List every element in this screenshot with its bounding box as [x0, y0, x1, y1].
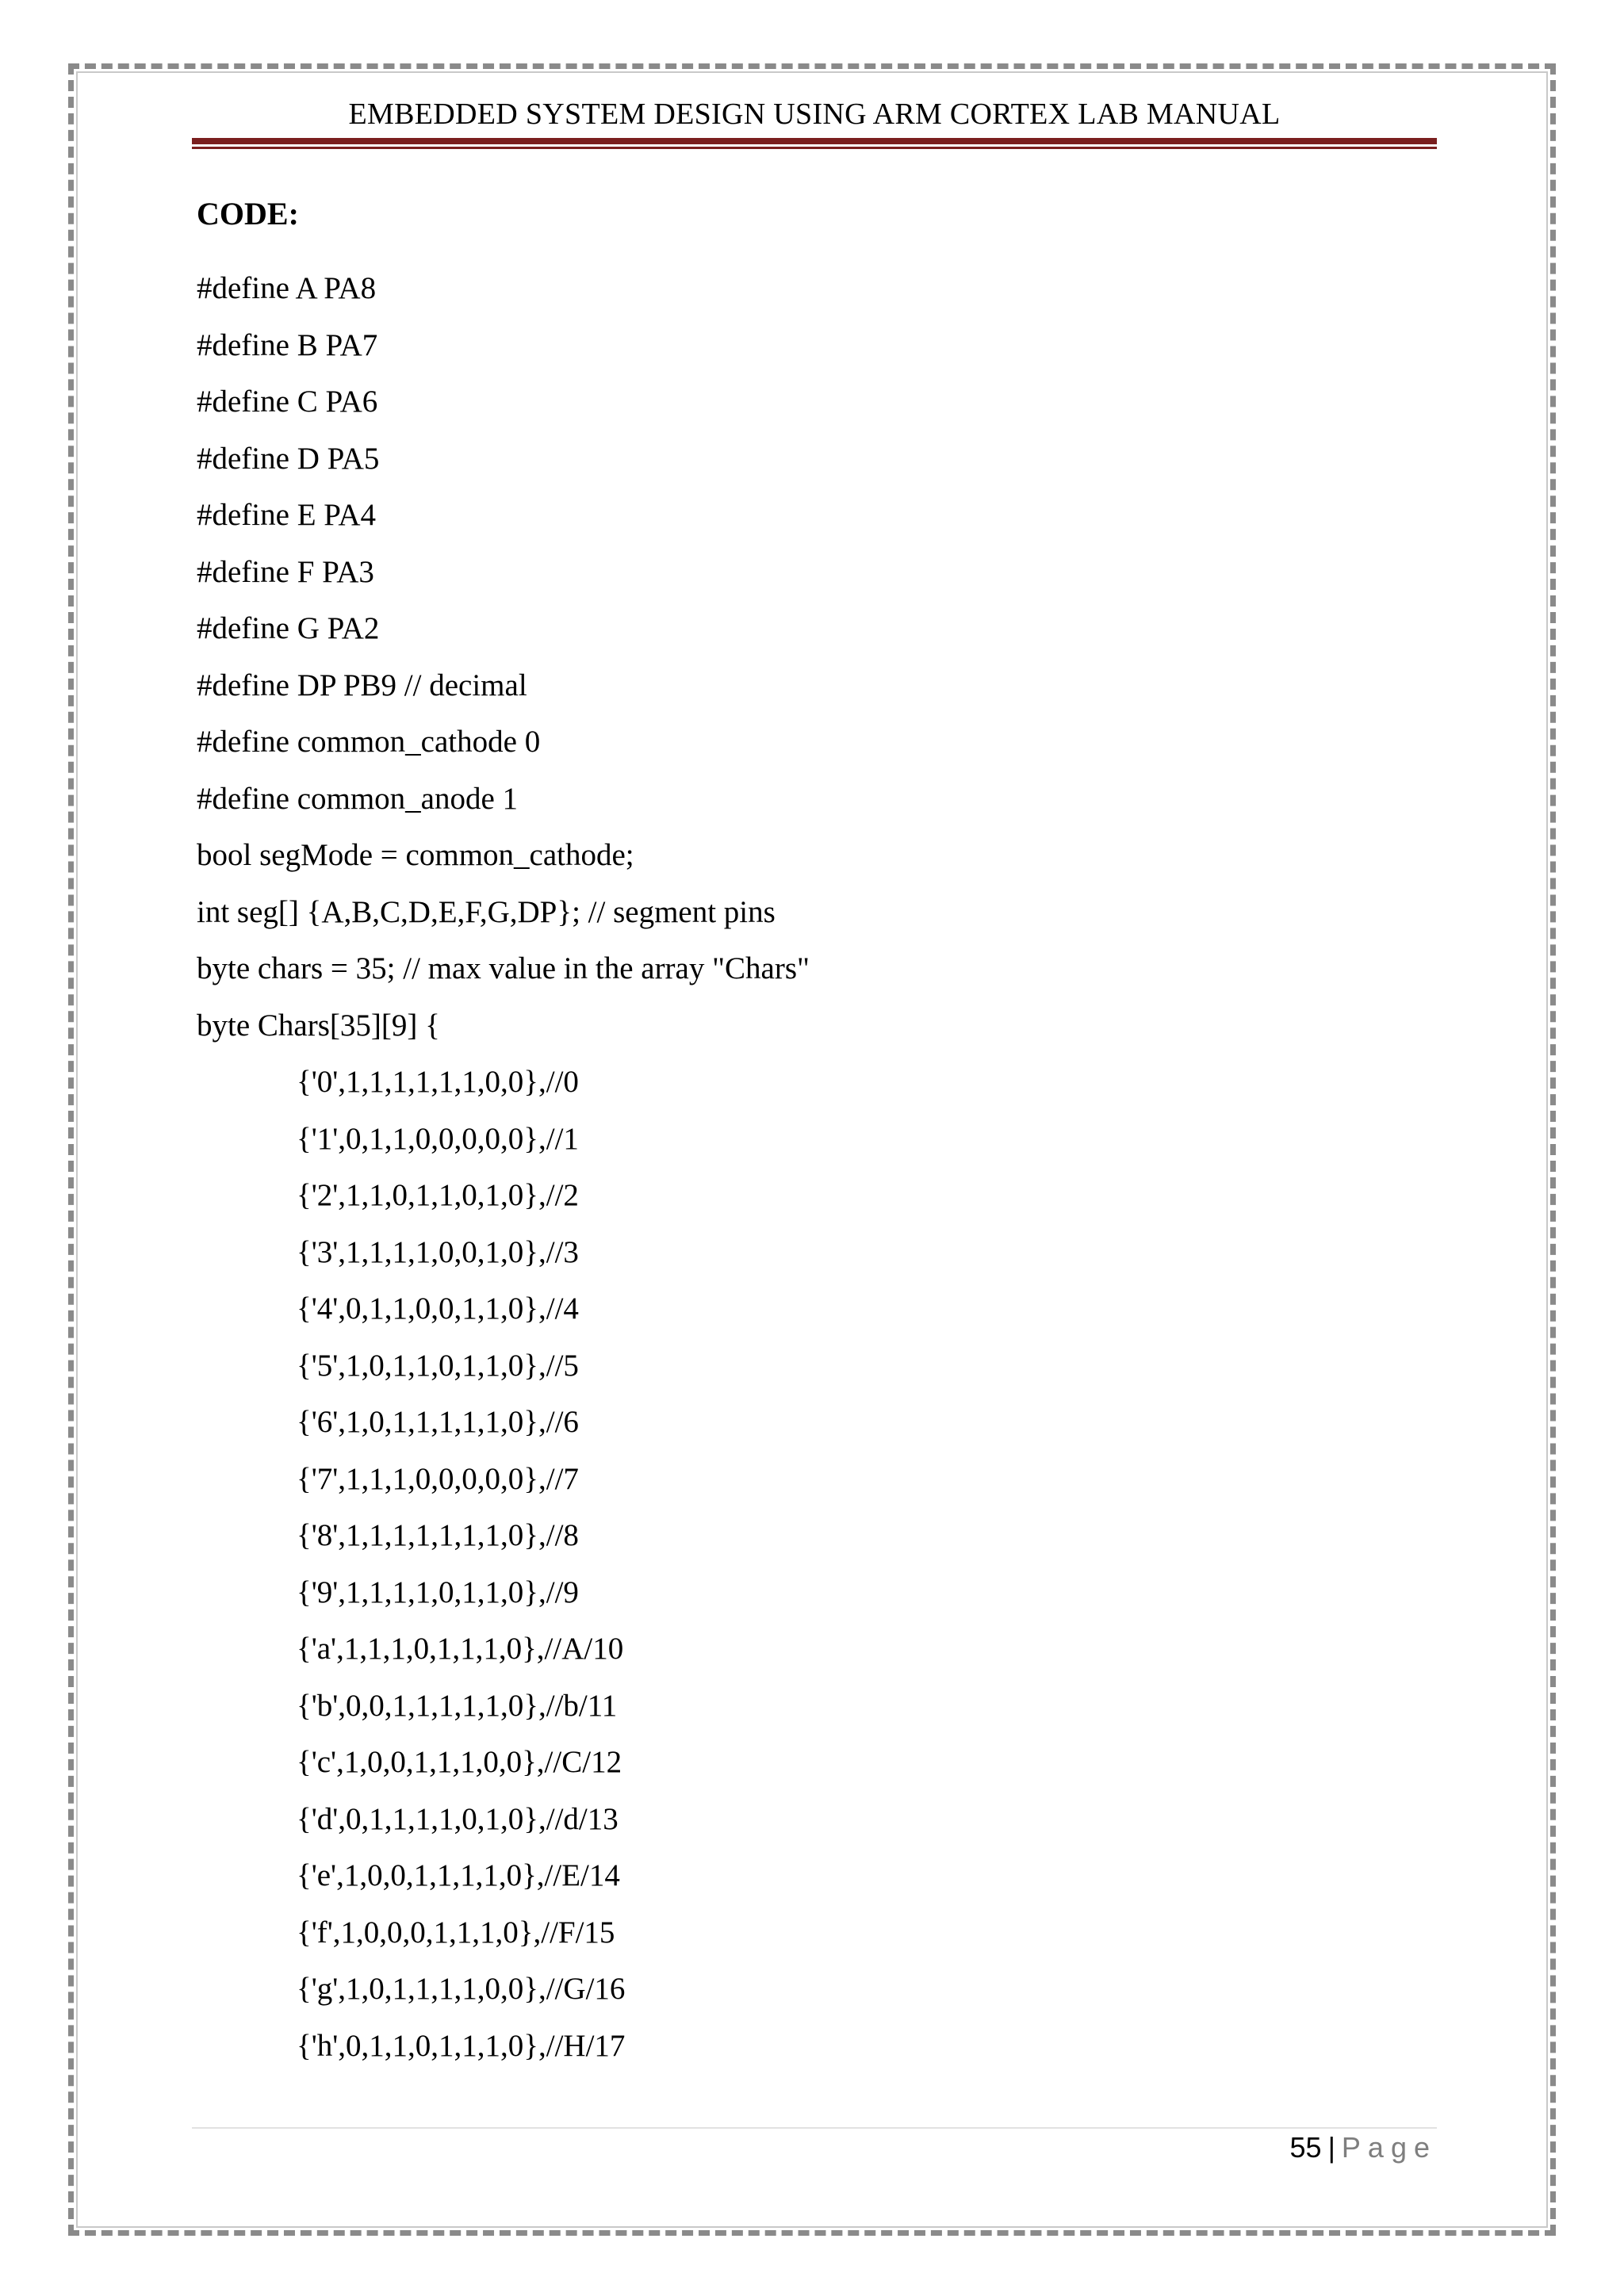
- page-label: Page: [1341, 2131, 1437, 2164]
- code-line: byte Chars[35][9] {: [197, 1008, 440, 1043]
- code-line: {'2',1,1,0,1,1,0,1,0},//2: [297, 1178, 579, 1212]
- code-line: #define common_anode 1: [197, 781, 519, 816]
- page-footer: [1290, 2131, 1437, 2164]
- footer-separator: |: [1327, 2131, 1335, 2164]
- code-line: #define F PA3: [197, 554, 374, 589]
- header-rule: [192, 138, 1437, 144]
- code-line: {'9',1,1,1,1,0,1,1,0},//9: [297, 1575, 579, 1609]
- code-line: {'f',1,0,0,0,1,1,1,0},//F/15: [297, 1915, 615, 1950]
- code-line: #define B PA7: [197, 327, 378, 362]
- code-line: {'d',0,1,1,1,1,0,1,0},//d/13: [297, 1801, 619, 1836]
- header-rule-secondary: [192, 147, 1437, 149]
- code-line: #define G PA2: [197, 611, 380, 645]
- code-line: #define C PA6: [197, 385, 378, 419]
- code-line: {'0',1,1,1,1,1,1,0,0},//0: [297, 1065, 579, 1099]
- code-line: {'4',0,1,1,0,0,1,1,0},//4: [297, 1292, 579, 1326]
- code-line: {'5',1,0,1,1,0,1,1,0},//5: [297, 1348, 579, 1383]
- code-line: {'3',1,1,1,1,0,0,1,0},//3: [297, 1234, 579, 1269]
- code-line: #define D PA5: [197, 441, 380, 476]
- page-number: 55: [1289, 2131, 1322, 2164]
- section-title: CODE:: [197, 196, 299, 232]
- code-line: {'c',1,0,0,1,1,1,0,0},//C/12: [297, 1745, 622, 1779]
- code-line: {'b',0,0,1,1,1,1,1,0},//b/11: [297, 1688, 618, 1723]
- code-line: {'7',1,1,1,0,0,0,0,0},//7: [297, 1461, 579, 1496]
- code-line: {'1',0,1,1,0,0,0,0,0},//1: [297, 1121, 579, 1156]
- running-header: EMBEDDED SYSTEM DESIGN USING ARM CORTEX LAB MANUAL: [348, 98, 1281, 131]
- code-line: {'a',1,1,1,0,1,1,1,0},//A/10: [297, 1632, 624, 1666]
- code-block: [197, 265, 1434, 2079]
- code-line: {'8',1,1,1,1,1,1,1,0},//8: [297, 1518, 579, 1552]
- code-line: #define A PA8: [197, 271, 377, 305]
- code-line: {'6',1,0,1,1,1,1,1,0},//6: [297, 1405, 579, 1439]
- code-line: #define common_cathode 0: [197, 725, 541, 759]
- code-line: #define DP PB9 // decimal: [197, 668, 527, 702]
- code-line: {'h',0,1,1,0,1,1,1,0},//H/17: [297, 2028, 626, 2063]
- code-line: {'e',1,0,0,1,1,1,1,0},//E/14: [297, 1858, 620, 1892]
- code-line: int seg[] {A,B,C,D,E,F,G,DP}; // segment pins: [197, 894, 776, 929]
- code-line: bool segMode = common_cathode;: [197, 838, 634, 872]
- code-line: {'g',1,0,1,1,1,1,0,0},//G/16: [297, 1972, 626, 2006]
- code-line: #define E PA4: [197, 498, 377, 532]
- footer-rule: [192, 2127, 1437, 2129]
- code-line: byte chars = 35; // max value in the array "Chars": [197, 951, 810, 985]
